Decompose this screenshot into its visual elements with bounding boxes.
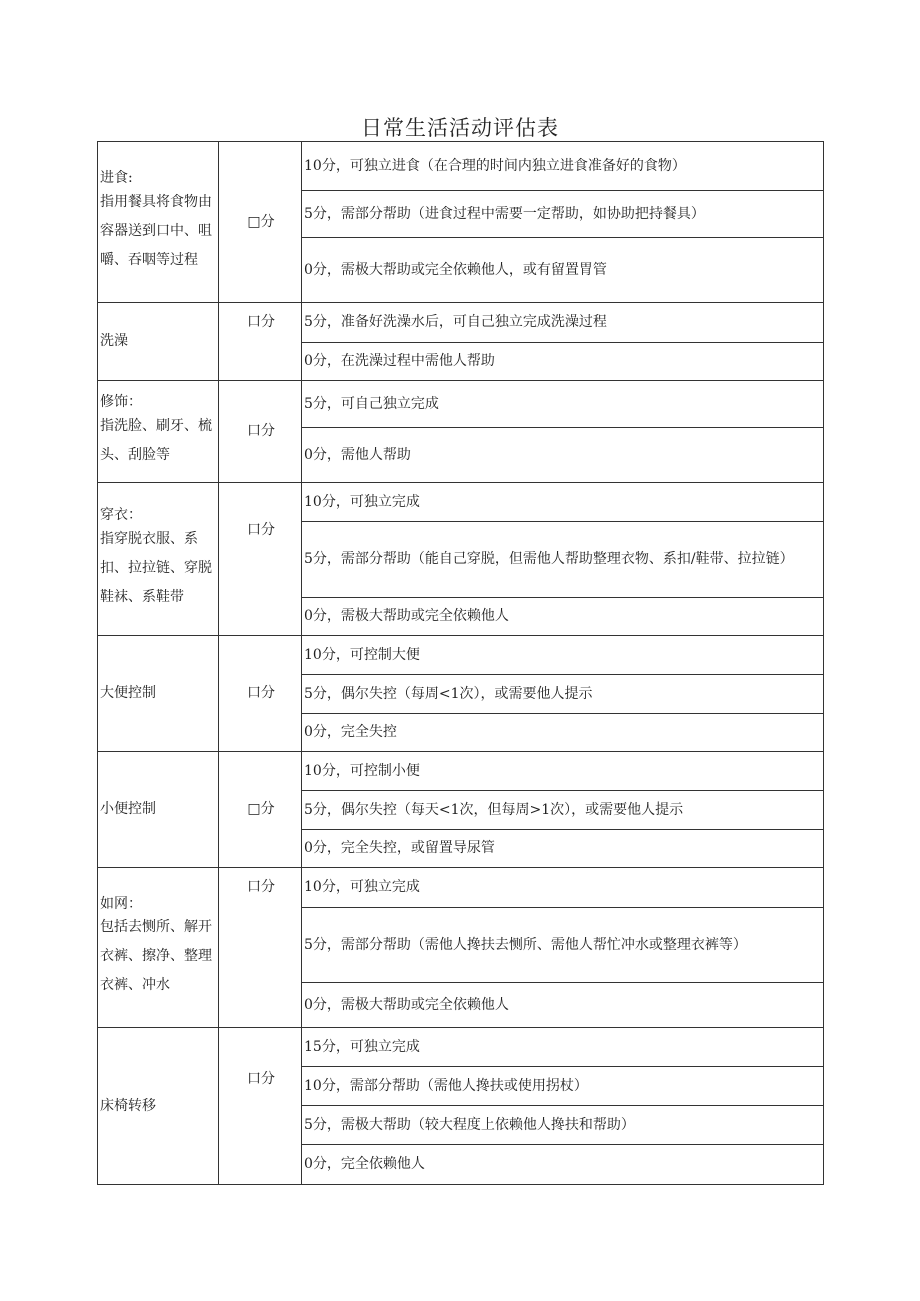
category-cell — [98, 483, 219, 636]
option-cell: 5分，偶尔失控（每天<1次，但每周>1次），或需要他人提示 — [302, 791, 824, 830]
category-cell — [98, 636, 219, 752]
category-cell — [98, 1028, 219, 1185]
category-title: 修饰： — [100, 394, 142, 411]
table-row — [98, 142, 824, 191]
table-row — [98, 303, 824, 343]
score-field[interactable]: □分 — [219, 752, 302, 868]
option-cell: 0分，需极大帮助或完全依赖他人 — [302, 983, 824, 1028]
category-title: 进食: — [100, 170, 133, 187]
option-cell: 5分，需部分帮助（进食过程中需要一定帮助，如协助把持餐具） — [302, 191, 824, 238]
score-field[interactable]: 口分 — [219, 636, 302, 752]
category-desc: 指穿脱衣服、系扣、拉拉链、穿脱鞋袜、系鞋带 — [100, 530, 212, 605]
option-cell: 10分，可独立进食（在合理的时间内独立进食准备好的食物） — [302, 142, 824, 191]
option-cell: 0分，需极大帮助或完全依赖他人，或有留置胃管 — [302, 238, 824, 303]
option-cell: 5分，准备好洗澡水后，可自己独立完成洗澡过程 — [302, 303, 824, 343]
category-cell — [98, 303, 219, 381]
option-cell: 5分，可自己独立完成 — [302, 381, 824, 428]
category-desc: 包括去恻所、解开衣裤、擦净、整理衣裤、冲水 — [100, 919, 212, 994]
score-field[interactable]: 口分 — [219, 303, 302, 381]
table-row — [98, 483, 824, 522]
table-row — [98, 1028, 824, 1067]
category-title: 洗澡 — [100, 333, 128, 350]
score-field[interactable]: 口分 — [219, 483, 302, 636]
option-cell: 10分，可控制大便 — [302, 636, 824, 675]
option-cell: 10分，可独立完成 — [302, 483, 824, 522]
score-field[interactable]: □分 — [219, 142, 302, 303]
option-cell: 5分，偶尔失控（每周<1次），或需要他人提示 — [302, 675, 824, 714]
score-field[interactable]: 口分 — [219, 1028, 302, 1185]
option-cell: 10分，可控制小便 — [302, 752, 824, 791]
page-title: 日常生活活动评估表 — [361, 116, 559, 140]
category-title: 大便控制 — [100, 685, 156, 702]
assessment-table — [97, 141, 824, 1185]
category-cell — [98, 142, 219, 303]
option-cell: 15分，可独立完成 — [302, 1028, 824, 1067]
option-cell: 0分，完全失控 — [302, 714, 824, 752]
category-cell — [98, 381, 219, 483]
table-row — [98, 381, 824, 428]
option-cell: 0分，需极大帮助或完全依赖他人 — [302, 598, 824, 636]
score-field[interactable]: 口分 — [219, 381, 302, 483]
option-cell: 10分，可独立完成 — [302, 868, 824, 908]
category-cell — [98, 868, 219, 1028]
option-cell: 10分，需部分帮助（需他人搀扶或使用拐杖） — [302, 1067, 824, 1106]
category-cell — [98, 752, 219, 868]
table-row — [98, 636, 824, 675]
category-title: 穿衣： — [100, 507, 142, 524]
category-desc: 指洗脸、刷牙、梳头、刮脸等 — [100, 417, 212, 463]
option-cell: 0分，完全依赖他人 — [302, 1145, 824, 1185]
table-row — [98, 868, 824, 908]
score-field[interactable]: 口分 — [219, 868, 302, 1028]
category-title: 如网： — [100, 895, 142, 912]
option-cell: 5分，需部分帮助（需他人搀扶去恻所、需他人帮忙冲水或整理衣裤等） — [302, 908, 824, 983]
category-desc: 指用餐具将食物由容器送到口中、咀嚼、吞咽等过程 — [100, 193, 212, 268]
option-cell: 0分，在洗澡过程中需他人帮助 — [302, 343, 824, 381]
option-cell: 0分，完全失控，或留置导尿管 — [302, 830, 824, 868]
table-row — [98, 752, 824, 791]
option-cell: 5分，需极大帮助（较大程度上依赖他人搀扶和帮助） — [302, 1106, 824, 1145]
option-cell: 0分，需他人帮助 — [302, 428, 824, 483]
category-title: 小便控制 — [100, 801, 156, 818]
category-title: 床椅转移 — [100, 1097, 156, 1114]
option-cell: 5分，需部分帮助（能自己穿脱，但需他人帮助整理衣物、系扣/鞋带、拉拉链） — [302, 522, 824, 598]
